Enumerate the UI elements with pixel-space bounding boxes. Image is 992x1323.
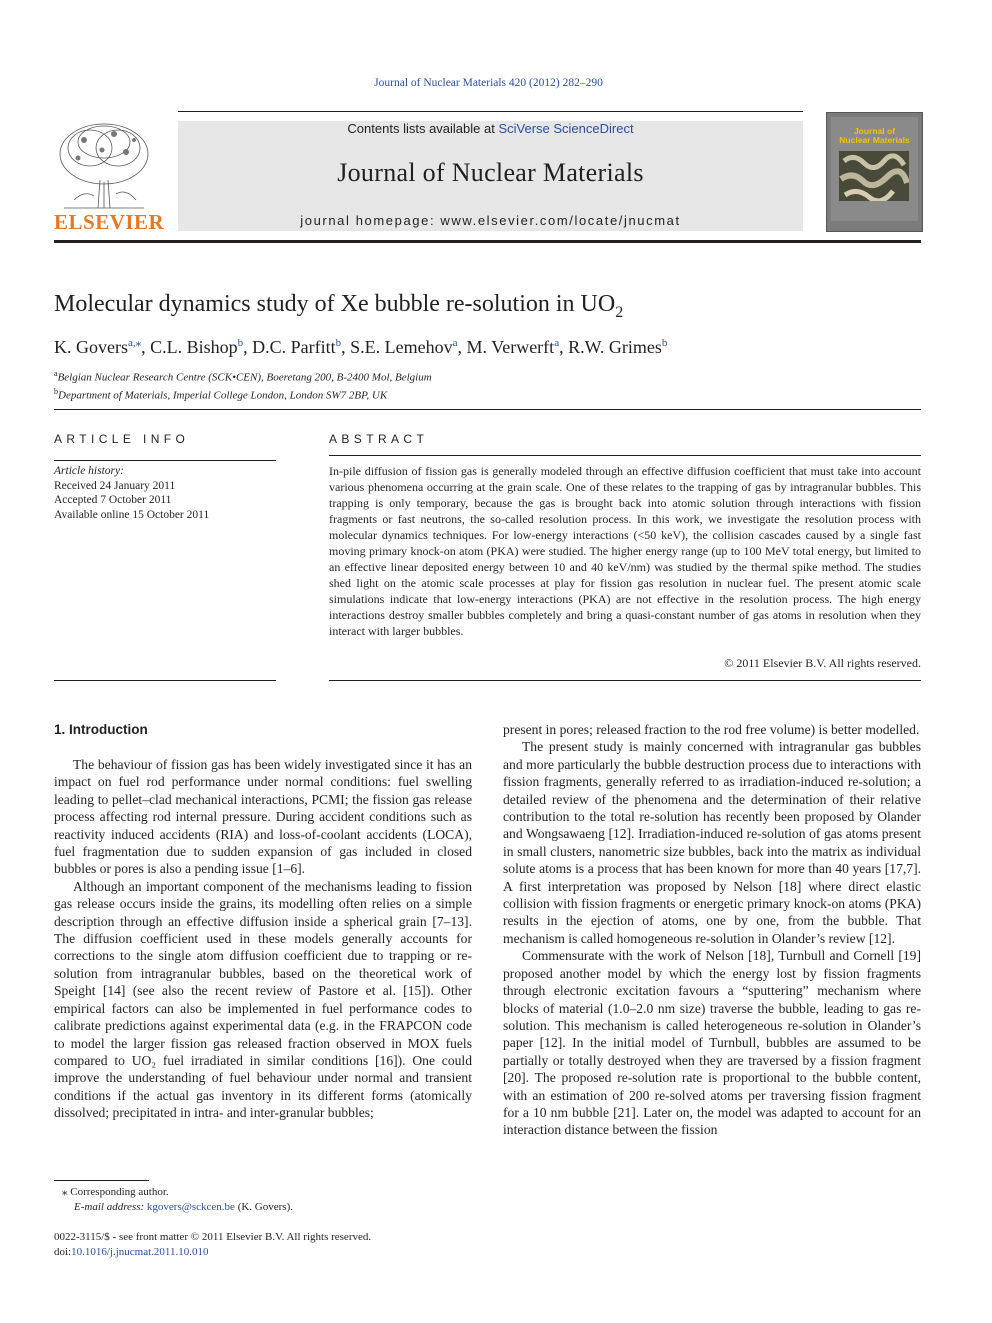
affiliation-b-text: Department of Materials, Imperial College London, London SW7 2BP, UK: [58, 389, 388, 402]
author-affiliation-mark[interactable]: b: [661, 337, 668, 349]
affiliation-a-text: Belgian Nuclear Research Centre (SCK•CEN), Boeretang 200, B-2400 Mol, Belgium: [57, 371, 432, 384]
author-email-link[interactable]: kgovers@sckcen.be: [146, 1201, 235, 1213]
corresponding-author-note: ⁎ Corresponding author.: [62, 1186, 169, 1198]
journal-homepage[interactable]: journal homepage: www.elsevier.com/locate/jnucmat: [300, 213, 681, 228]
abstract-heading: ABSTRACT: [329, 432, 429, 446]
journal-banner: [178, 121, 803, 231]
journal-cover-image[interactable]: [826, 112, 923, 232]
author-name[interactable]: R.W. Grimes: [568, 337, 662, 357]
elsevier-wordmark: ELSEVIER: [54, 210, 165, 234]
abstract-copyright: © 2011 Elsevier B.V. All rights reserved.: [724, 656, 921, 670]
history-label: Article history:: [54, 465, 124, 477]
author-name[interactable]: M. Verwerft: [466, 337, 555, 357]
author-affiliation-mark[interactable]: a: [452, 337, 458, 349]
author-affiliation-mark[interactable]: a: [554, 337, 560, 349]
footnotes: [62, 1185, 293, 1215]
email-line: [62, 1200, 293, 1215]
email-label: E-mail address:: [74, 1201, 145, 1213]
author-affiliation-mark[interactable]: b: [237, 337, 244, 349]
article-info-bottom-rule: [54, 680, 276, 681]
article-info-heading: ARTICLE INFO: [54, 432, 190, 446]
intro-heading: 1. Introduction: [54, 722, 148, 737]
author-affiliation-mark[interactable]: a,⁎: [128, 337, 142, 349]
author-name[interactable]: C.L. Bishop: [150, 337, 238, 357]
author-list: [54, 336, 667, 358]
author-separator: ,: [141, 337, 151, 357]
author-separator: ,: [243, 337, 253, 357]
cover-micrograph-icon: [839, 151, 909, 201]
cover-title-line1: Journal of: [853, 126, 896, 136]
article-title: [54, 291, 623, 322]
article-title-text: Molecular dynamics study of Xe bubble re-solution in UO: [54, 291, 616, 317]
footnote-rule: [54, 1180, 149, 1181]
affiliation-b-mark: b: [54, 386, 58, 396]
intro-paragraph-2: Although an important component of the mechanisms leading to fission gas release occurs inside the grains, its modelling often relies on a simple description through an effective diffusion inside a spherical grain [7–13]. The diffusion coefficient used in these models generally accounts for corrections to the single atom diffusion coefficient due to trapping or re-solution from intragranular bubbles, based on the theoretical work of Speight [14] (see also the recent review of Pastore et al. [15]). Other empirical factors can also be implemented in fuel performance codes to calibrate predictions against experimental data (e.g. in the FRAPCON code to model the larger fission gas released fraction observed in MOX fuels compared to UO₂ fuel irradiated in similar conditions [16]). One could improve the understanding of fuel behaviour under normal and transient conditions if the actual gas inventory in its different forms (atomically dissolved; precipitated in intra- and inter-granular bubbles;: [54, 878, 472, 1121]
email-suffix: (K. Govers).: [234, 1201, 293, 1213]
contents-line: [178, 121, 803, 136]
author-name[interactable]: K. Govers: [54, 337, 128, 357]
intro-paragraph-5: Commensurate with the work of Nelson [18], Turnbull and Cornell [19] proposed another model by which the energy lost by fission fragments through electronic excitation favours a “sputtering” mechanism where blocks of material (1.0–2.0 nm size) traverse the bubble, leading to gas re-solution. This mechanism is called heterogeneous re-solution in Olander’s paper [12]. In the initial model of Turnbull, bubbles are assumed to be partially or totally destroyed when they are traversed by a fission fragment [20]. The proposed re-solution rate is proportional to the bubble content, with an estimation of 200 re-solved atoms per traversing fission fragment for a 10 nm bubble [21]. Later on, the model was adapted to account for an interaction distance between the fission: [503, 948, 921, 1138]
cover-panel: [831, 117, 918, 221]
abstract-rule: [329, 455, 921, 456]
author-separator: ,: [559, 337, 569, 357]
cover-title: [831, 127, 918, 145]
author-affiliation-mark[interactable]: b: [335, 337, 342, 349]
online-date: Available online 15 October 2011: [54, 508, 210, 521]
author-name[interactable]: D.C. Parfitt: [252, 337, 336, 357]
contents-prefix: Contents lists available at: [347, 121, 499, 136]
article-history: [54, 464, 209, 522]
journal-citation[interactable]: Journal of Nuclear Materials 420 (2012) 282–290: [374, 77, 603, 89]
doi-label: doi:: [54, 1246, 72, 1258]
cover-title-line2: Nuclear Materials: [839, 135, 910, 145]
accepted-date: Accepted 7 October 2011: [54, 494, 172, 506]
affiliation-b: [54, 385, 432, 403]
doi-line: [54, 1245, 371, 1260]
received-date: Received 24 January 2011: [54, 479, 176, 492]
intro-paragraph-4: The present study is mainly concerned with intragranular gas bubbles and more particularly the bubble destruction process due to interactions with fission fragments, generally referred to as irradiation-induced re-solution; a detailed review of the phenomena and the determination of their relative contribution to the total re-solution has recently been proposed by Olander and Wongsawaeng [12]. Irradiation-induced re-solution of gas atoms present in small clusters, nanometric size bubbles, back into the matrix as individual solute atoms is a process that has been known for more than 40 years [17,7]. A first interpretation was proposed by Nelson [18] where direct elastic collision with fission fragments or energetic primary knock-on atoms (PKA) results in the ejection of atoms, one by one, from the bubble. That mechanism is called homogeneous re-solution in Olander’s review [12].: [503, 739, 921, 946]
intro-paragraph-1: The behaviour of fission gas has been widely investigated since it has an impact on fuel rod performance under normal conditions: fuel swelling leading to pellet–clad mechanical interactions, PCMI; the fission gas release process affecting rod internal pressure. During accident conditions such as reactivity induced accidents (RIA) and loss-of-coolant accidents (LOCA), fuel fragmentation due to sudden expansion of gas included in closed bubbles or pores is also a pending issue [1–6].: [54, 757, 472, 877]
author-separator: ,: [457, 337, 467, 357]
elsevier-tree-icon: [54, 120, 154, 212]
affiliation-rule: [54, 409, 921, 410]
article-info-rule: [54, 460, 276, 461]
intro-right-column: [503, 721, 921, 1139]
affiliation-a-mark: a: [54, 369, 58, 378]
elsevier-logo[interactable]: [54, 120, 165, 234]
intro-left-column: [54, 756, 472, 1122]
sciencedirect-link[interactable]: SciVerse ScienceDirect: [498, 121, 634, 136]
issn-line: 0022-3115/$ - see front matter © 2011 Elsevier B.V. All rights reserved.: [54, 1231, 372, 1243]
author-separator: ,: [341, 337, 351, 357]
journal-title[interactable]: Journal of Nuclear Materials: [337, 158, 644, 187]
front-matter: [54, 1230, 371, 1260]
doi-link[interactable]: 10.1016/j.jnucmat.2011.10.010: [71, 1246, 209, 1258]
article-title-subscript: 2: [615, 303, 624, 321]
abstract-bottom-rule: [329, 680, 921, 681]
affiliation-a: [54, 367, 432, 385]
header-rule-top: [178, 111, 803, 112]
abstract-text: In-pile diffusion of fission gas is generally modeled through an effective diffusion coefficient that must take into account various phenomena occurring at the grain scale. One of these relates to the trapping of gas by intragranular bubbles. This trapping is only temporary, because the gas is brought back into atomic solution through interactions with fission fragments or fast neutrons, the so-called resolution process. In this work, we investigate the resolution process with molecular dynamics techniques. For low-energy interactions (<50 keV), the collision cascades caused by a single fast moving primary knock-on atom (PKA) were studied. The higher energy range (up to 100 MeV total energy, but limited to an effective linear deposited energy between 10 and 40 keV/nm) was studied by the thermal spike method. The studies shed light on the atomic scale processes at play for fission gas resolution in nuclear fuel. The present atomic scale simulations indicate that low-energy interactions (PKA) are not effective in the resolution process. The high energy interactions destroy smaller bubbles completely and bring a quasi-constant number of gas atoms in resolution when they interact with larger bubbles.: [329, 464, 921, 638]
intro-paragraph-3: present in pores; released fraction to the rod free volume) is better modelled.: [503, 722, 920, 737]
header-rule-thick: [54, 240, 921, 243]
affiliations: [54, 367, 432, 402]
author-name[interactable]: S.E. Lemehov: [350, 337, 453, 357]
